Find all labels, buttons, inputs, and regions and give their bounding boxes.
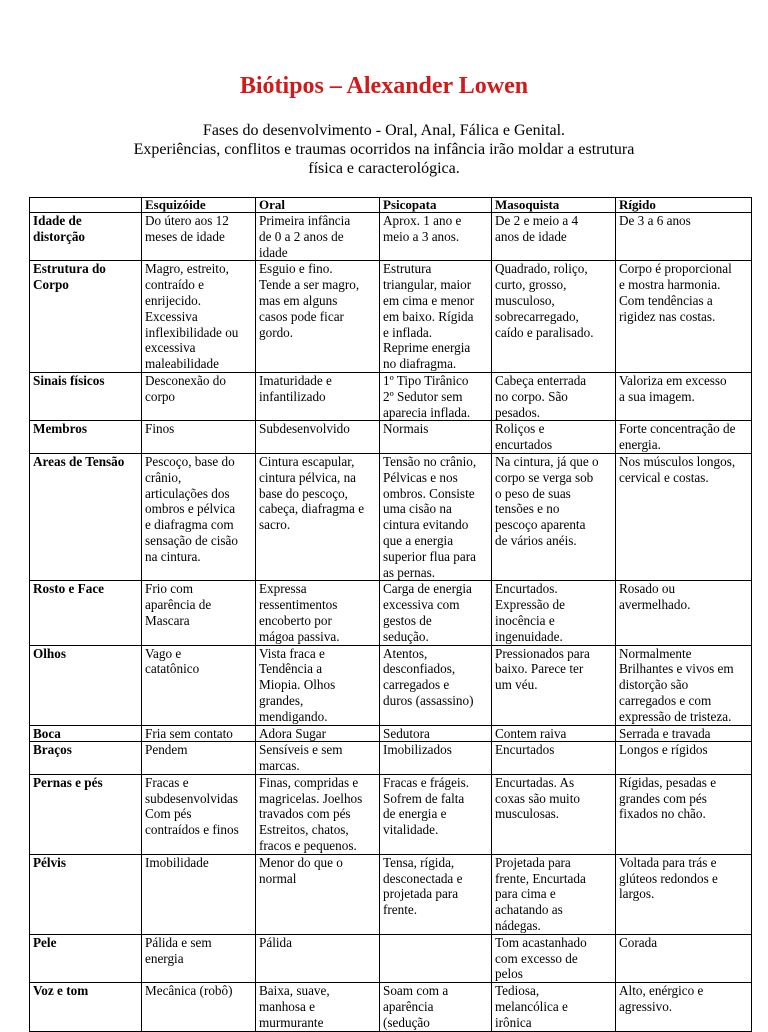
cell-line: enrijecido.	[145, 292, 202, 308]
cell-line: Normalmente	[619, 645, 692, 661]
table-row	[30, 854, 752, 934]
cell-line: com excesso de	[495, 950, 578, 966]
table-cell	[256, 453, 380, 580]
table-cell	[380, 421, 492, 454]
cell-line: manhosa e	[259, 999, 316, 1015]
cell-line: Excessiva	[145, 308, 198, 324]
cell-line: Tendência a	[259, 661, 323, 677]
table-cell	[142, 261, 256, 373]
table-cell	[492, 742, 616, 775]
cell-line: mágoa passiva.	[259, 628, 340, 644]
cell-line: a sua imagem.	[619, 388, 695, 404]
table-cell	[142, 645, 256, 725]
cell-line: aparência	[383, 999, 434, 1015]
subtitle-line: física e caracterológica.	[308, 160, 460, 177]
table-row	[30, 934, 752, 982]
subtitle-line: Experiências, conflitos e traumas ocorridos na infância irão moldar a estrutura	[133, 141, 635, 158]
cell-line: Imaturidade e	[259, 372, 332, 388]
header-row	[30, 198, 752, 213]
cell-line: distorção são	[619, 677, 689, 693]
cell-line: 2º Sedutor sem	[383, 388, 463, 404]
cell-line: Contem raiva	[495, 725, 567, 741]
cell-line: Sensíveis e sem	[259, 742, 343, 758]
cell-line: catatônico	[145, 661, 200, 677]
cell-line: carregados e	[383, 677, 450, 693]
document-subtitle	[90, 121, 678, 178]
cell-line: Encurtados.	[495, 581, 558, 597]
cell-line: ressentimentos	[259, 597, 338, 613]
row-label-line: Membros	[33, 421, 87, 437]
table-cell	[142, 934, 256, 982]
table-cell	[256, 372, 380, 420]
cell-line: vitalidade.	[383, 822, 439, 838]
cell-line: achatando as	[495, 902, 563, 918]
cell-line: musculosas.	[495, 806, 560, 822]
table-cell	[616, 261, 752, 373]
cell-line: contraído e	[145, 277, 204, 293]
cell-line: Na cintura, já que o	[495, 453, 599, 469]
cell-line: Primeira infância	[259, 213, 351, 228]
cell-line: Cintura escapular,	[259, 453, 355, 469]
table-row	[30, 645, 752, 725]
cell-line: Esguio e fino.	[259, 261, 333, 277]
row-label	[30, 581, 142, 645]
cell-line: corpo	[145, 388, 176, 404]
cell-line: travados com pés	[259, 806, 351, 822]
table-cell	[492, 581, 616, 645]
table-cell	[616, 645, 752, 725]
cell-line: 1º Tipo Tirânico	[383, 372, 469, 388]
table-row	[30, 581, 752, 645]
cell-line: Imobilidade	[145, 854, 209, 870]
cell-line: caído e paralisado.	[495, 324, 594, 340]
cell-line: um véu.	[495, 677, 538, 693]
table-cell	[380, 453, 492, 580]
cell-line: articulações dos	[145, 485, 230, 501]
cell-line: carregados e com	[619, 692, 712, 708]
document-title: Biótipos – Alexander Lowen	[239, 73, 529, 99]
cell-line: na cintura.	[145, 548, 201, 564]
table-cell	[142, 421, 256, 454]
cell-line: Soam com a	[383, 983, 449, 999]
cell-line: Mascara	[145, 612, 190, 628]
cell-line: Do útero aos 12	[145, 213, 229, 228]
cell-line: Expressa	[259, 581, 307, 597]
cell-line: grandes com pés	[619, 790, 707, 806]
cell-line: agressivo.	[619, 999, 673, 1015]
table-cell	[492, 854, 616, 934]
row-label-line: Olhos	[33, 645, 66, 661]
cell-line: fracos e pequenos.	[259, 838, 357, 854]
row-label-line: Pernas e pés	[33, 774, 103, 790]
cell-line: Corada	[619, 934, 658, 950]
table-cell	[492, 213, 616, 261]
cell-line: subdesenvolvidas	[145, 790, 239, 806]
row-label	[30, 774, 142, 854]
cell-line: aparecia inflada.	[383, 404, 471, 420]
row-label-line: Areas de Tensão	[33, 453, 125, 469]
cell-line: Longos e rígidos	[619, 742, 708, 758]
cell-line: Desconexão do	[145, 372, 226, 388]
row-label	[30, 421, 142, 454]
cell-line: Subdesenvolvido	[259, 421, 350, 437]
cell-line: sobrecarregado,	[495, 308, 579, 324]
row-label	[30, 453, 142, 580]
table-cell	[380, 261, 492, 373]
table-cell	[256, 261, 380, 373]
cell-line: excessiva	[145, 340, 196, 356]
row-label	[30, 261, 142, 373]
table-cell	[142, 854, 256, 934]
cell-line: gordo.	[259, 324, 294, 340]
cell-line: Tediosa,	[495, 983, 540, 999]
cell-line: Quadrado, roliço,	[495, 261, 588, 277]
cell-line: projetada para	[383, 886, 459, 902]
cell-line: melancólica e	[495, 999, 568, 1015]
cell-line: coxas são muito	[495, 790, 580, 806]
table-cell	[256, 854, 380, 934]
cell-line: de 0 a 2 anos de	[259, 228, 344, 244]
cell-line: Pescoço, base do	[145, 453, 235, 469]
cell-line: Voltada para trás e	[619, 854, 717, 870]
row-label	[30, 213, 142, 261]
cell-line: inocência e	[495, 612, 555, 628]
cell-line: glúteos redondos e	[619, 870, 718, 886]
cell-line: Com pés	[145, 806, 192, 822]
table-cell	[380, 725, 492, 742]
table-cell	[492, 774, 616, 854]
table-cell	[616, 421, 752, 454]
cell-line: curto, grosso,	[495, 277, 567, 293]
row-label-line: Idade de	[33, 213, 82, 228]
cell-line: energia	[145, 950, 184, 966]
cell-line: ombros. Consiste	[383, 485, 475, 501]
table-row	[30, 372, 752, 420]
cell-line: encurtados	[495, 437, 553, 453]
cell-line: tensões e no	[495, 501, 560, 517]
table-cell	[492, 421, 616, 454]
cell-line: Magro, estreito,	[145, 261, 229, 277]
cell-line: Imobilizados	[383, 742, 452, 758]
cell-line: Vista fraca e	[259, 645, 325, 661]
cell-line: Serrada e travada	[619, 725, 711, 741]
cell-line: Brilhantes e vivos em	[619, 661, 734, 677]
table-cell	[616, 213, 752, 261]
header-cell-blank	[30, 198, 142, 213]
row-label	[30, 372, 142, 420]
table-row	[30, 421, 752, 454]
cell-line: Mecânica (robô)	[145, 983, 233, 999]
cell-line: Atentos,	[383, 645, 428, 661]
table-cell	[616, 725, 752, 742]
table-cell	[492, 645, 616, 725]
table-row	[30, 774, 752, 854]
cell-line: Carga de energia	[383, 581, 472, 597]
table-cell	[492, 372, 616, 420]
cell-line: Rígidas, pesadas e	[619, 774, 717, 790]
row-label-line: Boca	[33, 725, 61, 741]
row-label-line: Voz e tom	[33, 983, 89, 999]
cell-line: Pressionados para	[495, 645, 590, 661]
table-row	[30, 213, 752, 261]
cell-line: no diafragma.	[383, 356, 457, 372]
table-cell	[380, 372, 492, 420]
table-row	[30, 453, 752, 580]
cell-line: Nos músculos longos,	[619, 453, 736, 469]
cell-line: Miopia. Olhos	[259, 677, 336, 693]
table-cell	[492, 261, 616, 373]
cell-line: Fracas e	[145, 774, 189, 790]
row-label	[30, 854, 142, 934]
table-cell	[256, 742, 380, 775]
table-cell	[380, 213, 492, 261]
cell-line: corpo se verga sob	[495, 469, 594, 485]
cell-line: Reprime energia	[383, 340, 471, 356]
subtitle-line: Fases do desenvolvimento - Oral, Anal, Fálica e Genital.	[202, 122, 566, 139]
table-row	[30, 261, 752, 373]
table-body	[30, 213, 752, 1032]
cell-line: frente, Encurtada	[495, 870, 586, 886]
cell-line: Normais	[383, 421, 429, 437]
cell-line: mendigando.	[259, 708, 328, 724]
cell-line: pelos	[495, 966, 523, 982]
table-row	[30, 742, 752, 775]
cell-line: Tende a ser magro,	[259, 277, 360, 293]
cell-line: meio a 3 anos.	[383, 228, 460, 244]
table-cell	[492, 453, 616, 580]
table-cell	[142, 742, 256, 775]
cell-line: triangular, maior	[383, 277, 472, 293]
table-cell	[380, 774, 492, 854]
cell-line: Baixa, suave,	[259, 983, 330, 999]
table-cell	[256, 645, 380, 725]
table-cell	[256, 934, 380, 982]
cell-line: Estreitos, chatos,	[259, 822, 349, 838]
cell-line: Forte concentração de	[619, 421, 736, 437]
cell-line: De 3 a 6 anos	[619, 213, 691, 228]
cell-line: casos pode ficar	[259, 308, 344, 324]
cell-line: cabeça, diafragma e	[259, 501, 365, 517]
table-row	[30, 725, 752, 742]
cell-line: Expressão de	[495, 597, 565, 613]
header-cell-masoquista: Masoquista	[492, 198, 616, 213]
row-label-line: Pele	[33, 934, 57, 950]
table-cell	[256, 581, 380, 645]
cell-line: ombros e pélvica	[145, 501, 236, 517]
row-label-line: Rosto e Face	[33, 581, 105, 597]
table-cell	[142, 581, 256, 645]
cell-line: Sofrem de falta	[383, 790, 465, 806]
cell-line: inflexibilidade ou	[145, 324, 239, 340]
cell-line: baixo. Parece ter	[495, 661, 584, 677]
cell-line: uma cisão na	[383, 501, 452, 517]
cell-line: sedução.	[383, 628, 429, 644]
cell-line: Tensão no crânio,	[383, 453, 477, 469]
cell-line: aparência de	[145, 597, 212, 613]
cell-line: Encurtadas. As	[495, 774, 575, 790]
cell-line: Pálida	[259, 934, 292, 950]
cell-line: Finos	[145, 421, 175, 437]
cell-line: Rosado ou	[619, 581, 676, 597]
cell-line: avermelhado.	[619, 597, 691, 613]
cell-line: maleabilidade	[145, 356, 219, 372]
row-label-line: distorção	[33, 228, 86, 244]
cell-line: energia.	[619, 437, 661, 453]
table-cell	[492, 934, 616, 982]
cell-line: Pendem	[145, 742, 188, 758]
cell-line: em baixo. Rígida	[383, 308, 474, 324]
row-label-line: Estrutura do	[33, 261, 106, 277]
row-label	[30, 645, 142, 725]
header-cell-oral: Oral	[256, 198, 380, 213]
cell-line: Finas, compridas e	[259, 774, 359, 790]
row-label-line: Braços	[33, 742, 72, 758]
row-label-line: Sinais físicos	[33, 372, 105, 388]
table-cell	[616, 372, 752, 420]
row-label-line: Pélvis	[33, 854, 66, 870]
row-label	[30, 742, 142, 775]
cell-line: pesados.	[495, 404, 541, 420]
cell-line: desconectada e	[383, 870, 463, 886]
cell-line: contraídos e finos	[145, 822, 239, 838]
cell-line: cervical e costas.	[619, 469, 709, 485]
cell-line: Frio com	[145, 581, 193, 597]
row-label	[30, 725, 142, 742]
cell-line: Estrutura	[383, 261, 432, 277]
table-cell	[142, 372, 256, 420]
cell-line: que a energia	[383, 532, 454, 548]
cell-line: murmurante	[259, 1014, 324, 1030]
cell-line: as pernas.	[383, 564, 435, 580]
table-cell	[380, 742, 492, 775]
cell-line: e inflada.	[383, 324, 433, 340]
table-cell	[256, 725, 380, 742]
cell-line: grandes,	[259, 692, 304, 708]
cell-line: Aprox. 1 ano e	[383, 213, 462, 228]
cell-line: (sedução	[383, 1014, 430, 1030]
cell-line: meses de idade	[145, 228, 225, 244]
cell-line: infantilizado	[259, 388, 326, 404]
table-cell	[616, 934, 752, 982]
cell-line: sacro.	[259, 517, 291, 533]
cell-line: Corpo é proporcional	[619, 261, 732, 277]
table-cell	[380, 645, 492, 725]
header-cell-rigido: Rígido	[616, 198, 752, 213]
header-cell-psicopata: Psicopata	[380, 198, 492, 213]
cell-line: crânio,	[145, 469, 182, 485]
cell-line: irônica	[495, 1014, 532, 1030]
cell-line: Pélvicas e nos	[383, 469, 458, 485]
table-cell	[492, 725, 616, 742]
cell-line: para cima e	[495, 886, 556, 902]
cell-line: e mostra harmonia.	[619, 277, 721, 293]
table-cell	[142, 725, 256, 742]
cell-line: Tom acastanhado	[495, 934, 587, 950]
cell-line: Fracas e frágeis.	[383, 774, 470, 790]
table-cell	[142, 774, 256, 854]
cell-line: cintura pélvica, na	[259, 469, 357, 485]
cell-line: anos de idade	[495, 228, 567, 244]
cell-line: mas em alguns	[259, 292, 338, 308]
cell-line: e diafragma com	[145, 517, 234, 533]
cell-line: Sedutora	[383, 725, 430, 741]
row-label	[30, 934, 142, 982]
cell-line: largos.	[619, 886, 655, 902]
table-cell	[256, 421, 380, 454]
cell-line: o peso de suas	[495, 485, 571, 501]
cell-line: encoberto por	[259, 612, 332, 628]
table-cell	[142, 213, 256, 261]
cell-line: expressão de tristeza.	[619, 708, 732, 724]
cell-line: ingenuidade.	[495, 628, 563, 644]
cell-line: frente.	[383, 902, 418, 918]
cell-line: idade	[259, 244, 288, 260]
cell-line: Com tendências a	[619, 292, 713, 308]
cell-line: Roliços e	[495, 421, 545, 437]
cell-line: nádegas.	[495, 918, 541, 934]
cell-line: em cima e menor	[383, 292, 475, 308]
table-cell	[380, 854, 492, 934]
cell-line: Cabeça enterrada	[495, 372, 587, 388]
table-cell	[616, 581, 752, 645]
cell-line: sensação de cisão	[145, 532, 239, 548]
table-cell	[256, 213, 380, 261]
cell-line: Alto, enérgico e	[619, 983, 704, 999]
table-cell	[142, 453, 256, 580]
cell-line: fixados no chão.	[619, 806, 706, 822]
cell-line: musculoso,	[495, 292, 555, 308]
cell-line: no corpo. São	[495, 388, 568, 404]
cell-line: Valoriza em excesso	[619, 372, 727, 388]
table-cell	[616, 742, 752, 775]
cell-line: desconfiados,	[383, 661, 456, 677]
cell-line: Fria sem contato	[145, 725, 233, 741]
cell-line: Encurtados	[495, 742, 555, 758]
cell-line: Pálida e sem	[145, 934, 212, 950]
cell-line: Adora Sugar	[259, 725, 327, 741]
cell-line: duros (assassino)	[383, 692, 474, 708]
cell-line: excessiva com	[383, 597, 460, 613]
cell-line: rigidez nas costas.	[619, 308, 716, 324]
table-cell	[380, 581, 492, 645]
table-cell	[256, 774, 380, 854]
cell-line: De 2 e meio a 4	[495, 213, 579, 228]
header-cell-esquizoide: Esquizóide	[142, 198, 256, 213]
cell-line: magricelas. Joelhos	[259, 790, 363, 806]
cell-line: normal	[259, 870, 297, 886]
cell-line: base do pescoço,	[259, 485, 348, 501]
cell-line: marcas.	[259, 758, 300, 774]
cell-line: cintura evitando	[383, 517, 469, 533]
cell-line: Projetada para	[495, 854, 571, 870]
table-cell	[616, 774, 752, 854]
cell-line: gestos de	[383, 612, 432, 628]
cell-line: pescoço aparenta	[495, 517, 586, 533]
cell-line: Menor do que o	[259, 854, 343, 870]
cell-line: Tensa, rígida,	[383, 854, 455, 870]
cell-line: de vários anéis.	[495, 532, 577, 548]
row-label-line: Corpo	[33, 277, 69, 293]
table-cell	[616, 453, 752, 580]
table-cell	[616, 854, 752, 934]
cell-line: de energia e	[383, 806, 447, 822]
table-cell	[380, 934, 492, 982]
cell-line: superior flua para	[383, 548, 477, 564]
biotypes-table	[29, 197, 752, 1032]
cell-line: Vago e	[145, 645, 182, 661]
